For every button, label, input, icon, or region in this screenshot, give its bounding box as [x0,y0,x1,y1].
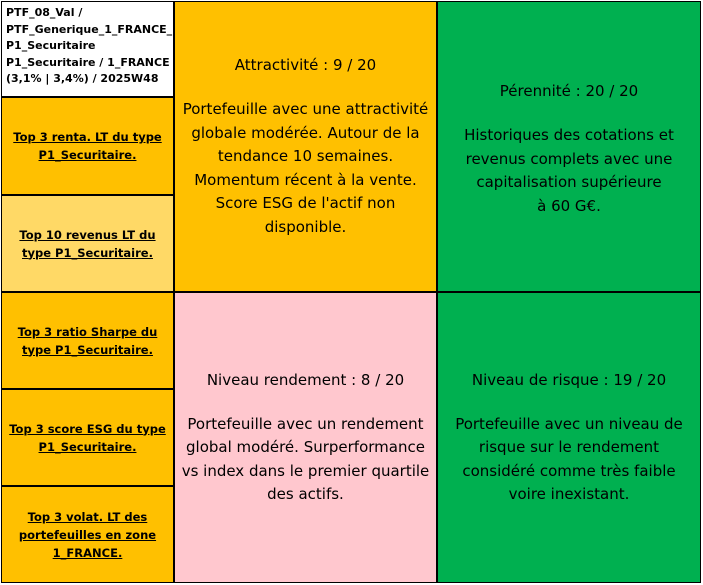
rendement-description [182,413,430,507]
sidebar-item-top3-sharpe[interactable] [1,292,174,389]
sidebar-link-top3-volat[interactable]: Top 3 volat. LT des portefeuilles en zone 1_FRANCE. [18,509,157,560]
header-line-5: (3,1% | 3,4%) / 2025W48 [6,72,159,85]
perennite-score: Pérennité : 20 / 20 [499,82,639,100]
attractivite-line: globale modérée. Autour de la [191,123,420,142]
sidebar-link-top3-sharpe[interactable]: Top 3 ratio Sharpe du type P1_Securitaire. [17,324,158,357]
attractivite-description [183,98,429,239]
attractivite-line: Portefeuille avec une attractivité [182,100,429,118]
attractivite-panel [174,1,437,292]
perennite-line: capitalisation supérieure [476,173,662,191]
risque-panel [437,292,701,583]
perennite-description [464,124,674,218]
sidebar-link-top3-esg[interactable]: Top 3 score ESG du type P1_Securitaire. [9,421,166,454]
header-line-3: P1_Securitaire [6,39,96,52]
risque-line: risque sur le rendement [478,438,660,456]
rendement-line: global modéré. Surperformance [186,438,425,456]
attractivite-score: Attractivité : 9 / 20 [234,56,377,74]
risque-line: voire inexistant. [508,485,630,503]
risque-description [455,413,683,507]
sidebar-item-top3-volat[interactable] [1,486,174,583]
rendement-panel [174,292,437,583]
attractivite-line: Score ESG de l'actif non [215,194,396,212]
perennite-line: Historiques des cotations et [464,126,674,144]
rendement-line: des actifs. [267,485,344,503]
perennite-panel [437,1,701,292]
header-line-2: PTF_Generique_1_FRANCE_ [6,22,173,36]
rendement-line: Portefeuille avec un rendement [187,414,424,433]
perennite-line: à 60 G€. [537,196,601,215]
sidebar-item-top3-renta[interactable] [1,97,174,195]
attractivite-line: disponible. [264,217,347,236]
rendement-score: Niveau rendement : 8 / 20 [206,370,405,389]
sidebar-item-top10-revenus[interactable] [1,195,174,292]
portfolio-header [1,1,174,97]
header-line-4: P1_Securitaire / 1_FRANCE [6,55,170,69]
perennite-line: revenus complets avec une [465,149,673,168]
attractivite-line: Momentum récent à la vente. [194,170,417,189]
sidebar-link-top10-revenus[interactable]: Top 10 revenus LT du type P1_Securitaire. [19,227,156,260]
risque-score: Niveau de risque : 19 / 20 [471,370,667,389]
risque-line: Portefeuille avec un niveau de [455,414,683,433]
risque-line: considéré comme très faible [462,461,676,480]
sidebar-item-top3-esg[interactable] [1,389,174,486]
header-line-1: PTF_08_Val / [6,6,83,19]
sidebar-link-top3-renta[interactable]: Top 3 renta. LT du type P1_Securitaire. [13,130,162,162]
rendement-line: vs index dans le premier quartile [181,461,430,480]
attractivite-line: tendance 10 semaines. [217,147,394,165]
